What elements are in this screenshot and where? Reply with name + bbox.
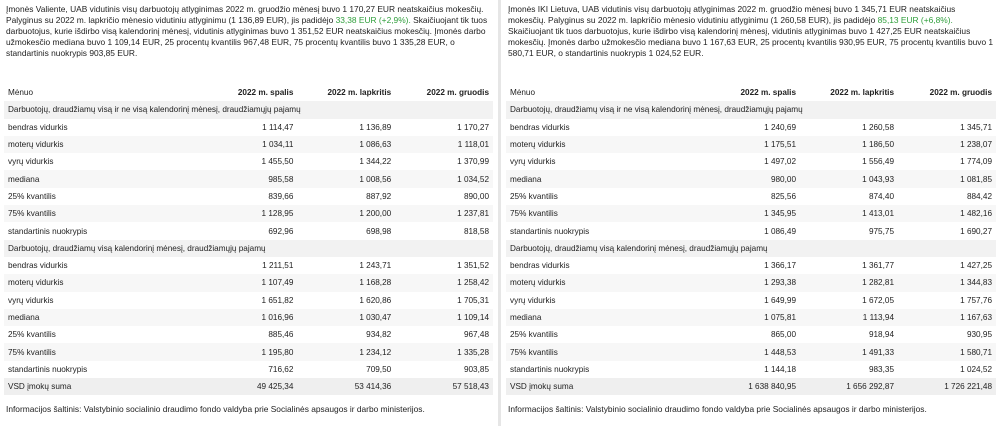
cell: 1 726 221,48 [898,378,996,395]
data-source-note: Informacijos šaltinis: Valstybinio socialinio draudimo fondo valdyba prie Socialinės apsaugos ir darbo ministerijos. [6,404,425,414]
cell: 1 243,71 [359,261,392,271]
row-label: mediana [4,170,200,187]
row-label: 75% kvantilis [4,205,200,222]
row-label: mediana [506,309,702,326]
summary-text-rest: Skaičiuojant tik tuos darbuotojus, kurie išdirbo visą kalendorinį mėnesį, vidutinis atlyginimas buvo 1 427,25 EUR neatskaičius mokesčių. Įmonės darbo užmokesčio mediana buvo 1 167,63 EUR, 25 procentų kvantilis 930,95 EUR, 75 procentų kvantilis buvo 1 580,71 EUR, o standartinis nuokrypis 1 024,52 EUR. [508,26,994,59]
header-col-3: 2022 m. gruodis [426,88,489,98]
salary-table [506,84,996,395]
section-title: Darbuotojų, draudžiamų visą kalendorinį mėnesį, draudžiamųjų pajamų [506,240,996,257]
data-source-note: Informacijos šaltinis: Valstybinio socialinio draudimo fondo valdyba prie Socialinės apsaugos ir darbo ministerijos. [508,404,927,414]
header-month: Mėnuo [8,88,34,98]
table-row [4,119,493,136]
header-month: Mėnuo [510,88,536,98]
table-row [506,136,996,153]
row-label: 25% kvantilis [510,330,558,340]
table-body [4,101,493,395]
table-row [4,343,493,360]
row-label: standartinis nuokrypis [510,226,590,236]
cell: 1 361,77 [862,261,894,271]
cell: 1 351,52 [457,261,489,271]
table-row [506,257,996,274]
cell: 1 482,16 [898,205,996,222]
row-label: 75% kvantilis [506,343,702,360]
table-row [506,343,996,360]
table-row [506,274,996,291]
cell: 698,98 [366,226,392,236]
row-label: bendras vidurkis [510,122,570,132]
table-row [506,153,996,170]
cell: 885,46 [268,330,294,340]
cell: 716,62 [268,364,294,374]
section-header-row [4,101,493,118]
row-label: bendras vidurkis [510,261,570,271]
table-row [4,205,493,222]
cell: 930,95 [966,330,992,340]
section-header-row [4,240,493,257]
cell: 1 186,50 [800,136,898,153]
cell: 1 690,27 [960,226,992,236]
header-col-2: 2022 m. lapkritis [327,88,392,98]
table-row [4,361,493,378]
cell: 57 518,43 [395,378,493,395]
table-row [4,292,493,309]
row-label: moterų vidurkis [506,136,702,153]
cell: 1 455,50 [261,157,294,167]
cell: 1 620,86 [359,295,392,305]
section-header-row [506,240,996,257]
table-row [506,292,996,309]
table-row [4,188,493,205]
company-panel-valiente [0,0,497,426]
table-row [4,170,493,187]
cell: 1 114,47 [262,122,294,132]
cell: 1 234,12 [297,343,395,360]
table-row [506,326,996,343]
table-row [4,257,493,274]
cell: 1 128,95 [200,205,298,222]
cell: 1 211,51 [262,261,294,271]
cell: 980,00 [702,170,800,187]
table-row [506,188,996,205]
cell: 1 237,81 [395,205,493,222]
row-label: vyrų vidurkis [8,157,54,167]
cell: 1 580,71 [898,343,996,360]
cell: 1 113,94 [800,309,898,326]
cell: 1 757,76 [960,295,992,305]
row-label: mediana [4,309,200,326]
cell: 865,00 [770,330,796,340]
cell: 1 344,83 [898,274,996,291]
row-label: moterų vidurkis [4,274,200,291]
table-row [506,222,996,239]
cell: 825,56 [770,191,796,201]
row-label: standartinis nuokrypis [8,364,88,374]
cell: 1 260,58 [862,122,894,132]
section-title: Darbuotojų, draudžiamų visą ir ne visą kalendorinį mėnesį, draudžiamųjų pajamų [506,101,996,118]
cell: 983,35 [868,364,894,374]
cell: 1 081,85 [898,170,996,187]
cell: 975,75 [868,226,894,236]
section-header-row [506,101,996,118]
table-row [4,326,493,343]
row-label: 25% kvantilis [8,330,56,340]
cell: 1 556,49 [862,157,894,167]
section-title: Darbuotojų, draudžiamų visą kalendorinį mėnesį, draudžiamųjų pajamų [4,240,493,257]
row-label: moterų vidurkis [506,274,702,291]
cell: 1 107,49 [200,274,298,291]
row-label: mediana [506,170,702,187]
cell: 1 335,28 [395,343,493,360]
cell: 1 705,31 [457,295,489,305]
cell: 1 043,93 [800,170,898,187]
salary-summary-text [508,4,994,59]
summary-text-start: Įmonės IKI Lietuva, UAB vidutinis visų darbuotojų atlyginimas 2022 m. gruodžio mėnesį buvo 1 345,71 EUR neatskaičius mokesčių. Palyginus su 2022 m. lapkričio mėnesio vidutiniu atlyginimu (1 260,58 EUR), jis padidėjo [508,4,956,26]
table-row [4,153,493,170]
header-col-1: 2022 m. spalis [740,88,796,98]
total-row [506,378,996,395]
panel-divider [498,0,501,426]
row-label: VSD įmokų suma [506,378,702,395]
header-col-3: 2022 m. gruodis [929,88,992,98]
cell: 1 030,47 [297,309,395,326]
cell: 1 413,01 [800,205,898,222]
cell: 1 293,38 [702,274,800,291]
cell: 692,96 [268,226,294,236]
cell: 1 168,28 [297,274,395,291]
cell: 1 651,82 [261,295,294,305]
table-row [506,170,996,187]
row-label: bendras vidurkis [8,261,68,271]
row-label: vyrų vidurkis [510,157,556,167]
cell: 1 370,99 [457,157,489,167]
row-label: 75% kvantilis [4,343,200,360]
table-row [506,309,996,326]
cell: 1 016,96 [200,309,298,326]
salary-change-highlight: 33,38 EUR (+2,9%). [335,15,411,26]
row-label: standartinis nuokrypis [8,226,88,236]
table-row [4,274,493,291]
cell: 1 008,56 [297,170,395,187]
cell: 1 282,81 [800,274,898,291]
cell: 1 238,07 [898,136,996,153]
cell: 1 240,69 [764,122,796,132]
cell: 884,42 [966,191,992,201]
cell: 1 195,80 [200,343,298,360]
row-label: 25% kvantilis [510,191,558,201]
cell: 1 258,42 [395,274,493,291]
cell: 1 024,52 [960,364,992,374]
salary-table [4,84,493,395]
cell: 1 497,02 [764,157,796,167]
cell: 1 200,00 [297,205,395,222]
cell: 53 414,36 [297,378,395,395]
cell: 985,58 [200,170,298,187]
company-panel-iki [502,0,1000,426]
cell: 1 656 292,87 [800,378,898,395]
cell: 49 425,34 [200,378,298,395]
header-col-2: 2022 m. lapkritis [830,88,894,98]
cell: 839,66 [268,191,294,201]
row-label: vyrų vidurkis [510,295,556,305]
row-label: 75% kvantilis [506,205,702,222]
cell: 1 086,63 [297,136,395,153]
cell: 934,82 [366,330,392,340]
table-row [4,309,493,326]
cell: 1 118,01 [395,136,493,153]
cell: 903,85 [463,364,489,374]
cell: 1 144,18 [764,364,796,374]
row-label: 25% kvantilis [8,191,56,201]
row-label: VSD įmokų suma [4,378,200,395]
cell: 1 345,71 [960,122,992,132]
salary-summary-text [6,4,491,59]
row-label: vyrų vidurkis [8,295,54,305]
cell: 1 034,52 [395,170,493,187]
summary-text-start: Įmonės Valiente, UAB vidutinis visų darbuotojų atlyginimas 2022 m. gruodžio mėnesį buvo 1 170,27 EUR neatskaičius mokesčių. Palyginus su 2022 m. lapkričio mėnesio vidutiniu atlyginimu (1 136,89 EUR), jis padidėjo [6,4,484,26]
cell: 818,58 [463,226,489,236]
cell: 709,50 [366,364,392,374]
cell: 967,48 [463,330,489,340]
table-row [506,119,996,136]
table-header-row [4,84,493,101]
cell: 1 136,89 [359,122,392,132]
cell: 1 448,53 [702,343,800,360]
cell: 1 167,63 [898,309,996,326]
cell: 918,94 [868,330,894,340]
cell: 1 774,09 [960,157,992,167]
cell: 1 170,27 [457,122,489,132]
cell: 1 086,49 [764,226,796,236]
salary-change-highlight: 85,13 EUR (+6,8%). [877,15,953,26]
cell: 1 344,22 [359,157,392,167]
table-row [506,361,996,378]
table-header-row [506,84,996,101]
cell: 1 075,81 [702,309,800,326]
summary-text-rest: Skaičiuojant tik tuos darbuotojus, kurie išdirbo visą kalendorinį mėnesį, vidutinis atlyginimas buvo 1 351,52 EUR neatskaičius mokesčių. Įmonės darbo užmokesčio mediana buvo 1 109,14 EUR, 25 procentų kvantilis 967,48 EUR, 75 procentų kvantilis buvo 1 335,28 EUR, o standartinis nuokrypis 903,85 EUR. [6,15,488,59]
cell: 874,40 [868,191,894,201]
section-title: Darbuotojų, draudžiamų visą ir ne visą kalendorinį mėnesį, draudžiamųjų pajamų [4,101,493,118]
cell: 887,92 [366,191,392,201]
cell: 1 491,33 [800,343,898,360]
cell: 1 427,25 [960,261,992,271]
table-row [506,205,996,222]
cell: 1 175,51 [702,136,800,153]
row-label: bendras vidurkis [8,122,68,132]
table-row [4,222,493,239]
row-label: moterų vidurkis [4,136,200,153]
table-body [506,101,996,395]
cell: 890,00 [463,191,489,201]
cell: 1 649,99 [764,295,796,305]
cell: 1 638 840,95 [702,378,800,395]
cell: 1 109,14 [395,309,493,326]
cell: 1 345,95 [702,205,800,222]
cell: 1 366,17 [764,261,796,271]
total-row [4,378,493,395]
header-col-1: 2022 m. spalis [237,88,294,98]
row-label: standartinis nuokrypis [510,364,590,374]
cell: 1 672,05 [862,295,894,305]
cell: 1 034,11 [200,136,298,153]
table-row [4,136,493,153]
